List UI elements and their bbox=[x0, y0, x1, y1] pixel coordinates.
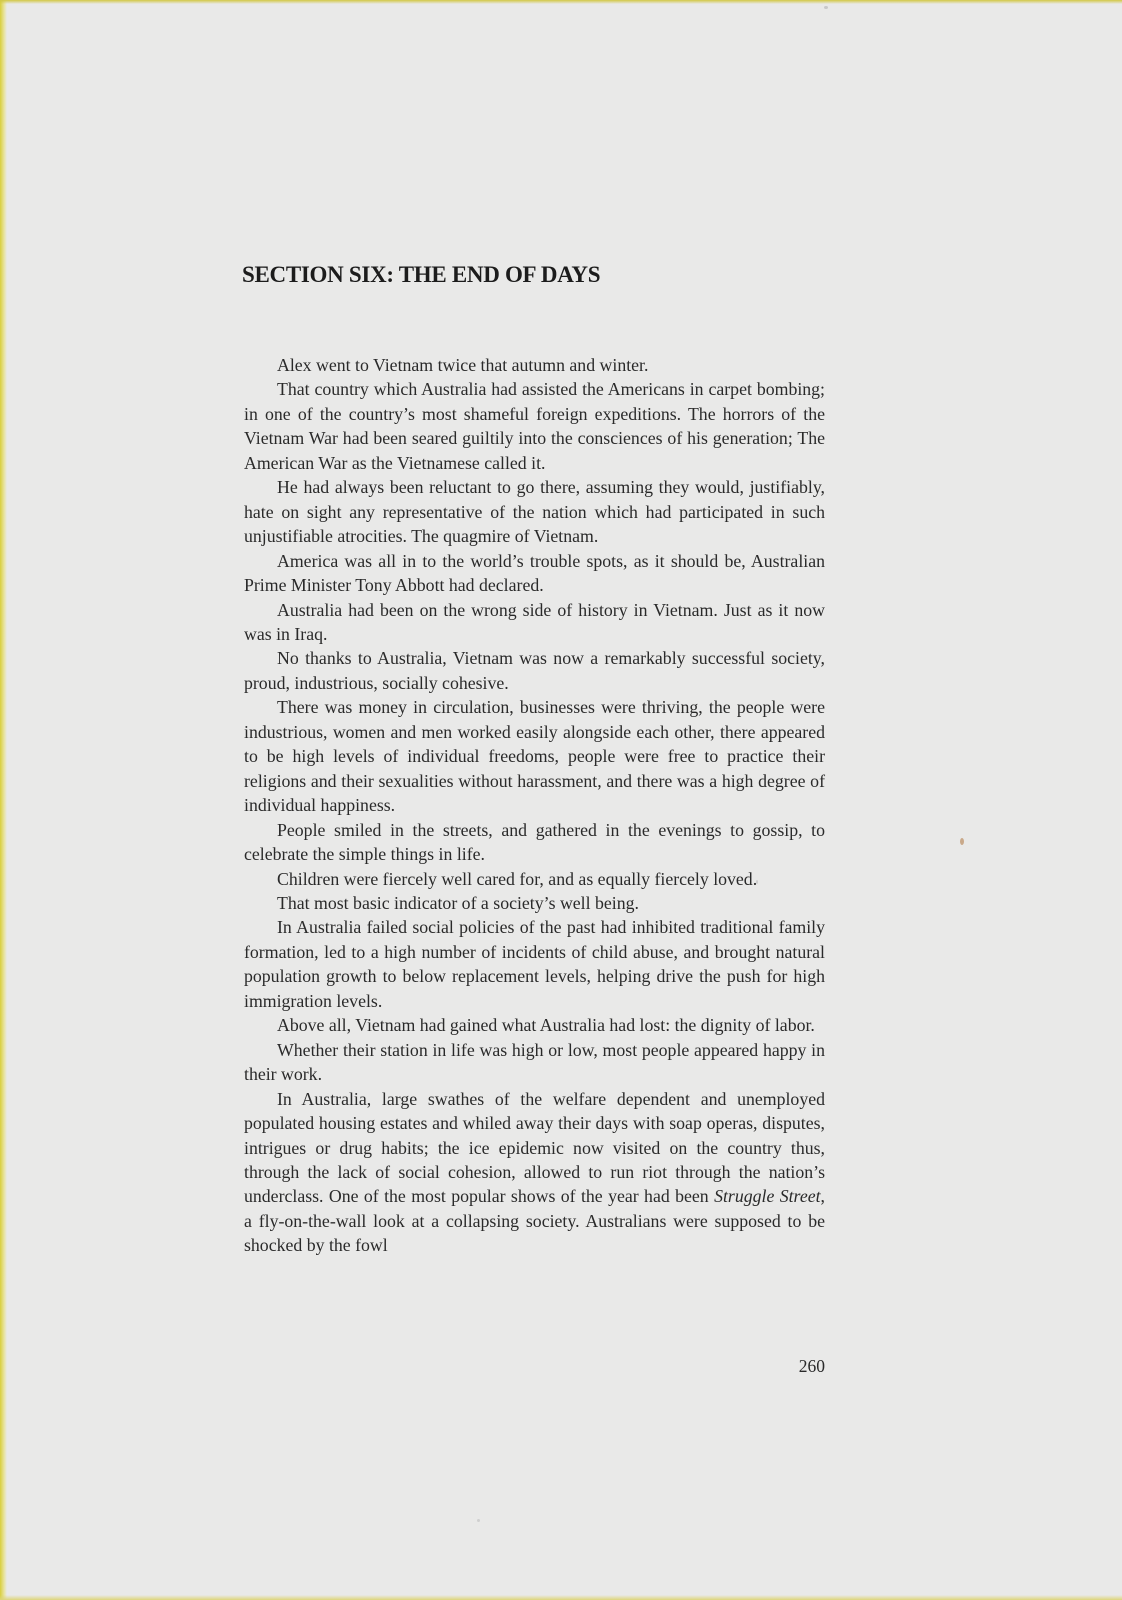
paragraph: No thanks to Australia, Vietnam was now a remarkably successful society, proud, industrious, socially cohesive. bbox=[244, 648, 825, 693]
paragraph: That country which Australia had assisted the Americans in carpet bombing; in one of the country’s most shameful foreign expeditions. The horrors of the Vietnam War had been seared guiltily into the consciences of his generation; The American War as the Vietnamese called it. bbox=[244, 379, 825, 473]
show-title-italic: Struggle Street bbox=[714, 1186, 821, 1207]
paper-speck bbox=[477, 1519, 480, 1522]
page-number: 260 bbox=[798, 1356, 825, 1376]
paragraph: That most basic indicator of a society’s well being. bbox=[277, 892, 639, 913]
paragraph: Whether their station in life was high or low, most people appeared happy in their work. bbox=[244, 1039, 825, 1085]
paragraph-last bbox=[244, 1087, 825, 1258]
paragraph: Alex went to Vietnam twice that autumn and winter. bbox=[277, 355, 649, 375]
paper-speck bbox=[824, 6, 828, 9]
paragraph-text: In Australia, large swathes of the welfare dependent and unemployed populated housing estates and whiled away their days with soap operas, disputes, intrigues or drug habits; the ice epidemic now visited on the country thus, through the lack of social cohesion, allowed to run riot through the nation’s underclass. One of the most popular shows of the year had been bbox=[244, 1088, 825, 1207]
paragraph: Australia had been on the wrong side of history in Vietnam. Just as it now was in Iraq. bbox=[244, 599, 825, 644]
section-title: SECTION SIX: THE END OF DAYS bbox=[242, 262, 601, 287]
paragraph-text: , a fly-on-the-wall look at a collapsing society. Australians were supposed to be shocked by the fowl bbox=[244, 1186, 825, 1256]
body-text bbox=[244, 353, 825, 1258]
paragraph: People smiled in the streets, and gathered in the evenings to gossip, to celebrate the simple things in life. bbox=[244, 819, 825, 865]
paragraph: Above all, Vietnam had gained what Australia had lost: the dignity of labor. bbox=[277, 1015, 815, 1036]
paragraph: In Australia failed social policies of the past had inhibited traditional family formation, led to a high number of incidents of child abuse, and brought natural population growth to below replacement levels, helping drive the push for high immigration levels. bbox=[244, 917, 825, 1011]
paragraph: Children were fiercely well cared for, and as equally fiercely loved. bbox=[277, 868, 758, 889]
paragraph: There was money in circulation, businesses were thriving, the people were industrious, women and men worked easily alongside each other, there appeared to be high levels of individual freedoms, people were free to practice their religions and their sexualities without harassment, and there was a high degree of individual happiness. bbox=[244, 697, 825, 816]
paragraph: He had always been reluctant to go there, assuming they would, justifiably, hate on sight any representative of the nation which had participated in such unjustifiable atrocities. The quagmire of Vietnam. bbox=[244, 477, 825, 547]
paper-speck bbox=[960, 838, 964, 845]
paragraph: America was all in to the world’s trouble spots, as it should be, Australian Prime Minister Tony Abbott had declared. bbox=[244, 550, 825, 596]
